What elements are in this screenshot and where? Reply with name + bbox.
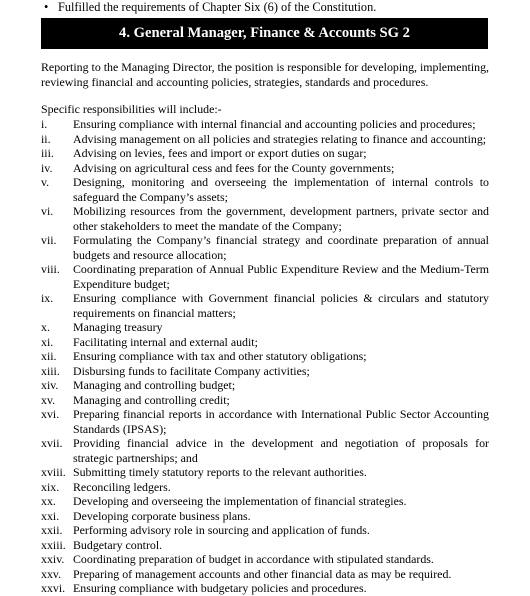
list-item-number: xix.	[41, 479, 60, 494]
list-item-text: Managing and controlling budget;	[73, 378, 236, 392]
list-item	[41, 132, 489, 147]
list-item-text: Managing and controlling credit;	[73, 392, 230, 407]
list-item-text: Ensuring compliance with budgetary policies and procedures.	[73, 581, 367, 595]
list-item-text: Reconciling ledgers.	[73, 479, 171, 494]
list-item-number: viii.	[41, 262, 60, 276]
list-item	[41, 393, 489, 408]
list-item-text: Providing financial advice in the development and negotiation of proposals for strategic partnerships; and	[73, 436, 489, 465]
list-item-text: Developing corporate business plans.	[73, 508, 251, 523]
list-item-text: Performing advisory role in sourcing and application of funds.	[73, 523, 370, 537]
list-item-text: Coordinating preparation of Annual Public Expenditure Review and the Medium-Term Expenditure budget;	[73, 262, 489, 291]
list-item-number: xii.	[41, 349, 57, 363]
list-item-text: Facilitating internal and external audit;	[73, 334, 258, 349]
list-item-number: xi.	[41, 334, 54, 349]
list-item-number: vii.	[41, 233, 57, 247]
list-item	[41, 291, 489, 320]
list-item-text: Preparing financial reports in accordance with International Public Sector Accounting Standards (IPSAS);	[73, 407, 489, 436]
list-item	[41, 581, 489, 596]
list-item-number: xxii.	[41, 523, 63, 537]
list-item	[41, 465, 489, 480]
list-item-number: xiv.	[41, 378, 59, 392]
list-item-text: Advising on levies, fees and import or export duties on sugar;	[73, 146, 367, 160]
list-item	[41, 378, 489, 393]
list-item-text: Advising on agricultural cess and fees for the County governments;	[73, 160, 395, 175]
list-item-number: xv.	[41, 392, 56, 407]
list-item-number: v.	[41, 175, 50, 189]
list-item-text: Developing and overseeing the implementation of financial strategies.	[73, 494, 407, 508]
list-item-text: Disbursing funds to facilitate Company activities;	[73, 363, 310, 378]
list-item	[41, 349, 489, 364]
list-item-text: Formulating the Company’s financial strategy and coordinate preparation of annual budgets and resource allocation;	[73, 233, 489, 262]
list-item-text: Ensuring compliance with Government financial policies & circulars and statutory requirements on financial matters;	[73, 291, 489, 320]
list-item	[41, 538, 489, 553]
section-banner	[41, 18, 488, 49]
list-item	[41, 233, 489, 262]
list-item	[41, 567, 489, 582]
responsibilities-list	[41, 117, 489, 596]
list-item	[41, 204, 489, 233]
list-item-text: Mobilizing resources from the government, development partners, private sector and other stakeholders to meet the mandate of the Company;	[73, 204, 489, 233]
list-item-number: xviii.	[41, 465, 66, 479]
list-item	[41, 364, 489, 379]
list-item-number: i.	[41, 117, 48, 131]
list-item	[41, 552, 489, 567]
list-item-number: xx.	[41, 494, 56, 508]
list-item-number: iv.	[41, 160, 53, 175]
bullet-text: Fulfilled the requirements of Chapter Six (6) of the Constitution.	[58, 0, 377, 14]
list-item-text: Managing treasury	[73, 320, 163, 334]
list-item	[41, 407, 489, 436]
intro-paragraph: Reporting to the Managing Director, the position is responsible for developing, implementing, reviewing financial and accounting policies, strategies, standards and procedures.	[41, 60, 489, 89]
list-item-number: ii.	[41, 131, 51, 146]
list-item	[41, 320, 489, 335]
list-item	[41, 161, 489, 176]
list-item-text: Coordinating preparation of budget in accordance with stipulated standards.	[73, 552, 434, 566]
list-item-text: Submitting timely statutory reports to the relevant authorities.	[73, 465, 367, 479]
list-item-number: vi.	[41, 204, 54, 218]
responsibilities-heading: Specific responsibilities will include:-	[41, 102, 222, 116]
list-item-number: xvii.	[41, 436, 63, 450]
list-item	[41, 262, 489, 291]
list-item-text: Ensuring compliance with internal financial and accounting policies and procedures;	[73, 117, 476, 131]
list-item-text: Designing, monitoring and overseeing the implementation of internal controls to safeguard the Company’s assets;	[73, 175, 489, 204]
list-item-number: xxi.	[41, 508, 60, 523]
list-item-text: Advising management on all policies and strategies relating to finance and accounting;	[73, 131, 487, 146]
list-item	[41, 509, 489, 524]
list-item	[41, 436, 489, 465]
section-title: 4. General Manager, Finance & Accounts SG 2	[119, 25, 410, 41]
list-item-number: ix.	[41, 291, 54, 305]
list-item-number: xiii.	[41, 363, 60, 378]
list-item-number: xxv.	[41, 566, 62, 581]
list-item-number: xxiv.	[41, 552, 65, 566]
list-item	[41, 335, 489, 350]
list-item	[41, 494, 489, 509]
constitution-bullet	[44, 0, 376, 15]
list-item-number: xxvi.	[41, 581, 66, 595]
list-item-number: iii.	[41, 146, 54, 160]
bullet-icon: •	[44, 0, 49, 14]
list-item	[41, 175, 489, 204]
list-item-text: Preparing of management accounts and other financial data as may be required.	[73, 566, 452, 581]
list-item	[41, 117, 489, 132]
list-item-number: xxiii.	[41, 537, 66, 552]
list-item	[41, 480, 489, 495]
list-item-number: x.	[41, 320, 50, 334]
list-item	[41, 523, 489, 538]
list-item	[41, 146, 489, 161]
list-item-text: Budgetary control.	[73, 537, 163, 552]
list-item-text: Ensuring compliance with tax and other statutory obligations;	[73, 349, 367, 363]
list-item-number: xvi.	[41, 407, 60, 421]
